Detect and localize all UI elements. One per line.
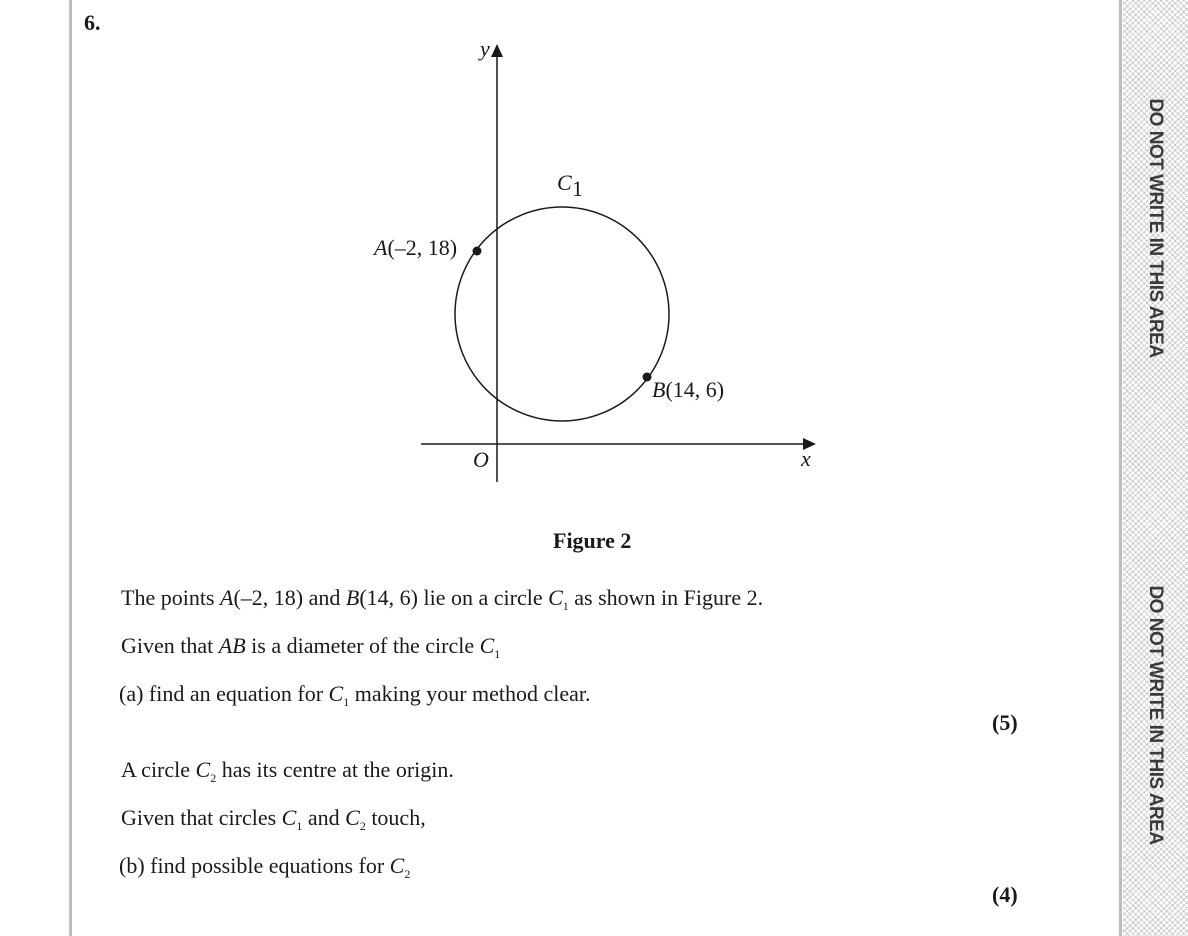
question-stem-line-1	[121, 585, 763, 611]
text-run: The points	[121, 585, 220, 610]
part-b-marks: (4)	[992, 882, 1018, 907]
text-run: touch,	[365, 805, 426, 830]
circle-ref: C	[548, 585, 563, 610]
circle-ref: C	[389, 853, 405, 878]
circle-ref: C	[281, 805, 297, 830]
circle-subscript: 1	[494, 647, 501, 661]
circle-c1-label-subscript: 1	[572, 176, 583, 201]
point-a-label	[372, 235, 457, 260]
point-b-coords: (14, 6)	[665, 377, 725, 402]
question-stem-line-2	[121, 633, 500, 659]
point-a-ref: A	[220, 585, 234, 610]
point-b-name: B	[652, 377, 666, 402]
right-margin-rule	[1119, 0, 1122, 936]
part-a-marks: (5)	[992, 710, 1018, 735]
circle-subscript: 1	[296, 819, 303, 833]
question-stem-line-4	[121, 757, 454, 783]
y-axis-label: y	[480, 36, 490, 61]
circle-subscript: 1	[343, 695, 350, 709]
text-run: Given that	[121, 633, 219, 658]
origin-label: O	[473, 447, 489, 472]
text-run: and	[302, 805, 346, 830]
point-a-name: A	[374, 235, 388, 260]
text-run: (14, 6) lie on a circle	[359, 585, 549, 610]
figure-caption: Figure 2	[553, 528, 632, 553]
circle-ref: C	[345, 805, 360, 830]
text-run: (–2, 18) and	[233, 585, 346, 610]
circle-c1-label: C	[557, 170, 572, 195]
point-b-marker	[643, 373, 652, 382]
text-run: A circle	[121, 757, 196, 782]
circle-subscript: 2	[359, 819, 366, 833]
diameter-ref: AB	[218, 633, 246, 658]
circle-subscript: 2	[210, 771, 217, 785]
point-b-label	[652, 377, 724, 402]
circle-subscript: 2	[404, 867, 411, 881]
circle-ref: C	[195, 757, 211, 782]
circle-ref: C	[479, 633, 495, 658]
part-b-question	[119, 853, 410, 879]
question-number: 6.	[84, 10, 101, 35]
text-run: has its centre at the origin.	[216, 757, 454, 782]
text-run: is a diameter of the circle	[245, 633, 480, 658]
circle-ref: C	[328, 681, 344, 706]
text-run: Given that circles	[121, 805, 282, 830]
point-a-coords: (–2, 18)	[387, 235, 458, 260]
question-stem-line-5	[121, 805, 426, 831]
margin-warning-top: DO NOT WRITE IN THIS AREA	[1145, 98, 1166, 358]
text-run: (a) find an equation for	[119, 681, 329, 706]
text-run: (b) find possible equations for	[119, 853, 390, 878]
text-run: as shown in Figure 2.	[568, 585, 764, 610]
circle-c1	[455, 207, 669, 421]
x-axis-label: x	[801, 446, 811, 471]
text-run: making your method clear.	[349, 681, 591, 706]
point-b-ref: B	[345, 585, 360, 610]
y-axis-arrow	[491, 44, 503, 57]
point-a-marker	[473, 247, 482, 256]
part-a-question	[119, 681, 591, 707]
margin-warning-bottom: DO NOT WRITE IN THIS AREA	[1145, 585, 1166, 845]
circle-subscript: 1	[562, 599, 569, 613]
